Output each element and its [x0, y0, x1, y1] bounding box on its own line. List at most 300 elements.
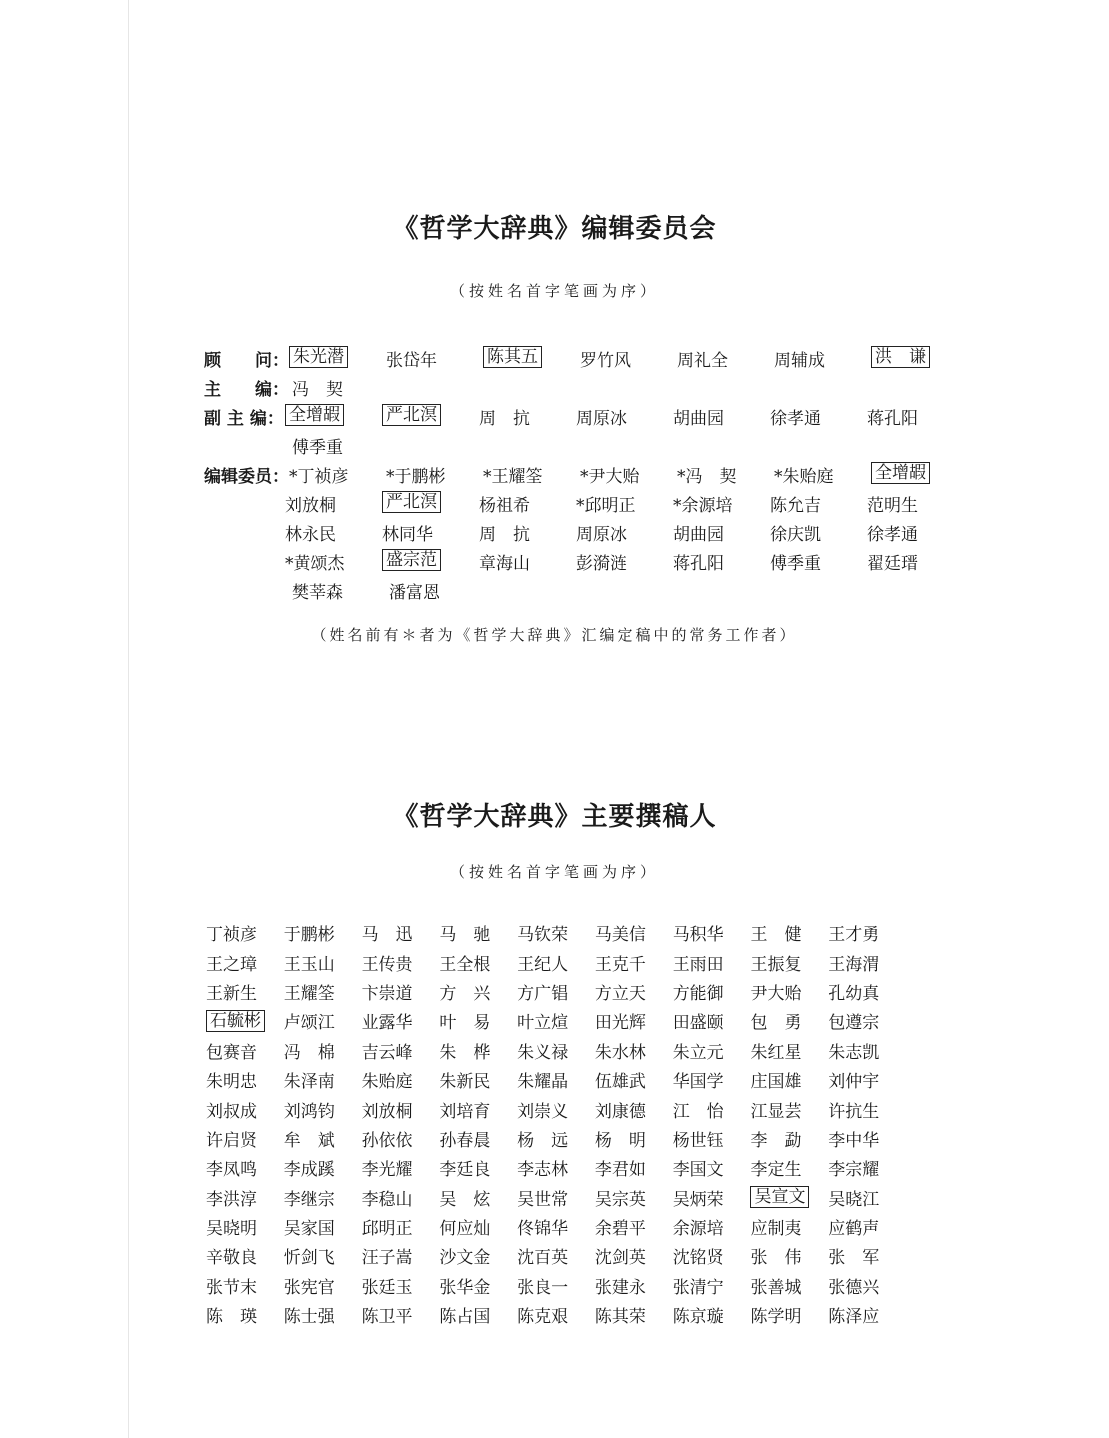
name	[673, 1273, 751, 1298]
name-text: 李志林	[517, 1160, 569, 1181]
name-text: 朱 桦	[439, 1042, 491, 1063]
name	[517, 950, 595, 975]
contributor-row	[206, 918, 906, 947]
name-text: 田盛颐	[672, 1013, 724, 1034]
name	[828, 1243, 906, 1268]
name	[389, 578, 486, 603]
name	[284, 1155, 362, 1180]
name	[750, 950, 828, 975]
name	[439, 1097, 517, 1122]
name-text: 严北溟	[382, 491, 441, 513]
name	[750, 1273, 828, 1298]
board-order-note: （按姓名首字笔画为序）	[449, 282, 659, 300]
name	[595, 1302, 673, 1327]
name-text: 沈剑英	[594, 1248, 646, 1269]
name-text: 王才勇	[828, 925, 880, 946]
name-text: 应鹤声	[828, 1219, 880, 1240]
name	[750, 979, 828, 1004]
name-text: 吉云峰	[361, 1042, 413, 1063]
name	[673, 950, 751, 975]
name-text: 张建永	[594, 1277, 646, 1298]
name-text: 全增嘏	[285, 404, 344, 426]
name-text: 刘鸿钧	[283, 1101, 335, 1122]
name	[595, 1038, 673, 1063]
name-text: 华国学	[672, 1072, 724, 1093]
name	[750, 1008, 828, 1033]
contributors-order-note: （按姓名首字笔画为序）	[449, 863, 659, 881]
name	[750, 1038, 828, 1063]
name	[595, 1273, 673, 1298]
name	[284, 1097, 362, 1122]
name	[595, 950, 673, 975]
name-text: 王玉山	[283, 954, 335, 975]
name-text: 吴晓江	[828, 1189, 880, 1210]
name-text: 陈 瑛	[206, 1307, 257, 1328]
board-row	[204, 489, 964, 518]
name-text: 傅季重	[292, 438, 343, 458]
name-text: 全增嘏	[871, 462, 930, 484]
name	[673, 1185, 751, 1210]
name-text: 傅季重	[770, 554, 821, 574]
editorial-board-list	[204, 344, 964, 605]
name	[677, 462, 774, 487]
name-text: 李继宗	[283, 1189, 335, 1210]
name-text: 李中华	[828, 1130, 880, 1151]
name-text: 刘康德	[594, 1101, 646, 1122]
board-names	[285, 520, 964, 545]
name-text: 庄国雄	[750, 1072, 802, 1093]
name-text: 陈士强	[283, 1307, 335, 1328]
name-text: 孙春晨	[439, 1130, 491, 1151]
board-row	[204, 576, 964, 605]
name	[828, 1067, 906, 1092]
name	[285, 491, 382, 516]
name	[595, 1155, 673, 1180]
name-text: 樊莘森	[292, 583, 343, 603]
name-text: 彭漪涟	[576, 554, 627, 574]
name-text: 许启贤	[206, 1130, 257, 1151]
name	[284, 1067, 362, 1092]
name-text: 胡曲园	[673, 409, 724, 429]
name	[382, 520, 479, 545]
name	[206, 1185, 284, 1210]
name	[828, 979, 906, 1004]
name	[284, 950, 362, 975]
name	[284, 1243, 362, 1268]
name	[517, 1097, 595, 1122]
name-text: 范明生	[867, 496, 918, 516]
name	[828, 1214, 906, 1239]
name	[284, 1273, 362, 1298]
name-text: 王全根	[439, 954, 491, 975]
name	[580, 346, 677, 371]
name-text: 李光耀	[361, 1160, 413, 1181]
contributor-row	[206, 1006, 906, 1035]
name-text: 李君如	[594, 1160, 646, 1181]
name-text: 伍雄武	[594, 1072, 646, 1093]
name	[206, 1302, 284, 1327]
name	[595, 1126, 673, 1151]
name-text: 卞崇道	[361, 983, 413, 1004]
name-text: 刘叔成	[206, 1101, 257, 1122]
name-text: 陈其五	[483, 346, 542, 368]
name-text: 朱立元	[672, 1042, 724, 1063]
name-text: 陈允吉	[770, 496, 821, 516]
name-text: 马 驰	[439, 925, 491, 946]
name	[206, 1155, 284, 1180]
name-text: 方广锠	[517, 983, 569, 1004]
name	[479, 549, 576, 574]
name	[206, 1038, 284, 1063]
contributor-row	[206, 1212, 906, 1241]
name-text: *王耀筌	[483, 467, 543, 487]
name	[284, 979, 362, 1004]
name	[595, 979, 673, 1004]
name	[362, 1097, 440, 1122]
name-text: 王雨田	[672, 954, 724, 975]
name-text: 邱明正	[361, 1219, 413, 1240]
name-text: 王传贵	[361, 954, 413, 975]
name	[673, 520, 770, 545]
name	[517, 1243, 595, 1268]
name	[439, 1155, 517, 1180]
name-text: 冯 棉	[283, 1042, 335, 1063]
name-text: 王 健	[750, 925, 802, 946]
name-text: 刘仲宇	[828, 1072, 880, 1093]
name	[828, 1008, 906, 1033]
name	[362, 1067, 440, 1092]
name	[206, 920, 284, 945]
name-text: 李廷良	[439, 1160, 491, 1181]
contributors-list	[206, 918, 906, 1329]
name	[284, 1038, 362, 1063]
name-text: 吴炳荣	[672, 1189, 724, 1210]
name-text: 余源培	[672, 1219, 724, 1240]
name-text: 周 抗	[479, 409, 530, 429]
name-text: 杨 明	[594, 1130, 646, 1151]
name-text: *黄颂杰	[285, 554, 345, 574]
boxed-name	[285, 404, 382, 429]
name-text: 朱义禄	[517, 1042, 569, 1063]
name-text: 沙文金	[439, 1248, 491, 1269]
name-text: 陈其荣	[594, 1307, 646, 1328]
name	[774, 462, 871, 487]
name	[439, 1126, 517, 1151]
name	[362, 979, 440, 1004]
contributor-row	[206, 1036, 906, 1065]
name	[284, 1214, 362, 1239]
name	[362, 1185, 440, 1210]
name-text: 朱明忠	[206, 1072, 257, 1093]
name-text: *朱贻庭	[774, 467, 834, 487]
name	[750, 920, 828, 945]
boxed-name	[750, 1186, 828, 1208]
name-text: 张德兴	[828, 1277, 880, 1298]
contributors-title: 《哲学大辞典》主要撰稿人	[392, 802, 717, 832]
board-row	[204, 547, 964, 576]
name-text: 业露华	[361, 1013, 413, 1034]
contributor-row	[206, 1094, 906, 1123]
name-text: *于鹏彬	[386, 467, 446, 487]
name	[750, 1302, 828, 1327]
name-text: *余源培	[673, 496, 733, 516]
board-names	[289, 346, 968, 371]
name-text: 王耀筌	[283, 983, 335, 1004]
name	[386, 462, 483, 487]
name	[206, 950, 284, 975]
name	[673, 1038, 751, 1063]
name-text: 佟锦华	[517, 1219, 569, 1240]
name-text: 杨祖希	[479, 496, 530, 516]
name-text: 冯 契	[292, 380, 343, 400]
name	[828, 1302, 906, 1327]
contributor-row	[206, 1300, 906, 1329]
board-row	[204, 518, 964, 547]
name-text: 徐孝通	[867, 525, 918, 545]
name	[517, 1155, 595, 1180]
boxed-name	[206, 1010, 284, 1032]
name	[439, 1185, 517, 1210]
name-text: 李定生	[750, 1160, 802, 1181]
name-text: 朱贻庭	[361, 1072, 413, 1093]
board-role-label: 主 编：	[204, 380, 289, 400]
name-text: 包 勇	[750, 1013, 802, 1034]
name	[292, 578, 389, 603]
name	[750, 1067, 828, 1092]
name	[362, 1038, 440, 1063]
name-text: 王纪人	[517, 954, 569, 975]
name-text: 石毓彬	[206, 1010, 265, 1032]
name	[595, 1097, 673, 1122]
name	[673, 1097, 751, 1122]
name	[439, 950, 517, 975]
name-text: 吴宗英	[594, 1189, 646, 1210]
name	[439, 920, 517, 945]
name	[867, 520, 964, 545]
name-text: 张 伟	[750, 1248, 802, 1269]
name	[285, 520, 382, 545]
name-text: 王振复	[750, 954, 802, 975]
name-text: 张善城	[750, 1277, 802, 1298]
name	[673, 1126, 751, 1151]
boxed-name	[871, 346, 968, 371]
name-text: 尹大贻	[750, 983, 802, 1004]
name	[362, 1302, 440, 1327]
name-text: 吴家国	[283, 1219, 335, 1240]
name-text: 蒋孔阳	[867, 409, 918, 429]
name	[517, 1273, 595, 1298]
contributor-row	[206, 977, 906, 1006]
name	[284, 1302, 362, 1327]
name	[595, 1185, 673, 1210]
name-text: 陈泽应	[828, 1307, 880, 1328]
name	[828, 1126, 906, 1151]
name-text: 林同华	[382, 525, 433, 545]
name-text: 林永民	[285, 525, 336, 545]
name-text: *冯 契	[677, 467, 737, 487]
name	[576, 549, 673, 574]
name-text: 洪 谦	[871, 346, 930, 368]
name-text: 刘放桐	[361, 1101, 413, 1122]
board-footnote: （姓名前有＊者为《哲学大辞典》汇编定稿中的常务工作者）	[311, 626, 798, 644]
name-text: 辛敬良	[206, 1248, 257, 1269]
name-text: 盛宗范	[382, 549, 441, 571]
name	[673, 1155, 751, 1180]
name	[673, 1008, 751, 1033]
name	[479, 520, 576, 545]
name-text: *邱明正	[576, 496, 636, 516]
name-text: 刘放桐	[285, 496, 336, 516]
board-row	[204, 373, 964, 402]
name	[595, 1214, 673, 1239]
name-text: 李国文	[672, 1160, 724, 1181]
boxed-name	[382, 549, 479, 574]
name-text: 陈学明	[750, 1307, 802, 1328]
name	[362, 1214, 440, 1239]
name	[750, 1126, 828, 1151]
name	[673, 1214, 751, 1239]
name-text: 朱志凯	[828, 1042, 880, 1063]
name-text: 杨 远	[517, 1130, 569, 1151]
name	[206, 1097, 284, 1122]
name-text: 吴世常	[517, 1189, 569, 1210]
name	[867, 549, 964, 574]
name-text: 包赛音	[206, 1042, 257, 1063]
name	[483, 462, 580, 487]
name-text: 张 军	[828, 1248, 880, 1269]
name-text: 翟廷瑨	[867, 554, 918, 574]
name-text: 包遵宗	[828, 1013, 880, 1034]
name	[517, 1185, 595, 1210]
board-names	[285, 404, 964, 429]
name	[576, 520, 673, 545]
contributor-row	[206, 1153, 906, 1182]
board-role-label: 编辑委员：	[204, 467, 289, 487]
name-text: 陈占国	[439, 1307, 491, 1328]
boxed-name	[382, 491, 479, 516]
board-names	[292, 433, 389, 458]
name	[595, 920, 673, 945]
name-text: 田光辉	[594, 1013, 646, 1034]
name	[206, 1243, 284, 1268]
name	[362, 950, 440, 975]
name	[828, 1097, 906, 1122]
name	[750, 1243, 828, 1268]
name	[284, 1185, 362, 1210]
name-text: 许抗生	[828, 1101, 880, 1122]
name-text: 沈百英	[517, 1248, 569, 1269]
name	[362, 1126, 440, 1151]
name	[517, 1038, 595, 1063]
name-text: 潘富恩	[389, 583, 440, 603]
name-text: 张岱年	[386, 351, 437, 371]
name	[517, 920, 595, 945]
name-text: 周 抗	[479, 525, 530, 545]
name-text: 沈铭贤	[672, 1248, 724, 1269]
name-text: 方能御	[672, 983, 724, 1004]
name	[439, 1008, 517, 1033]
name-text: 胡曲园	[673, 525, 724, 545]
name-text: 张清宁	[672, 1277, 724, 1298]
name-text: 周原冰	[576, 525, 627, 545]
name	[770, 404, 867, 429]
board-role-label: 顾 问：	[204, 351, 289, 371]
name-text: 马美信	[594, 925, 646, 946]
name	[673, 404, 770, 429]
name-text: 丁祯彦	[206, 925, 257, 946]
name-text: 马钦荣	[517, 925, 569, 946]
contributor-row	[206, 1183, 906, 1212]
name	[576, 491, 673, 516]
name	[284, 1008, 362, 1033]
name-text: 张良一	[517, 1277, 569, 1298]
name-text: 周礼全	[677, 351, 728, 371]
name	[673, 491, 770, 516]
name	[770, 549, 867, 574]
name	[750, 1214, 828, 1239]
name-text: *尹大贻	[580, 467, 640, 487]
name-text: 忻剑飞	[283, 1248, 335, 1269]
name	[284, 920, 362, 945]
name	[517, 1008, 595, 1033]
name	[479, 491, 576, 516]
name-text: 吴宣文	[750, 1186, 809, 1208]
board-row	[204, 431, 964, 460]
boxed-name	[871, 462, 968, 487]
name	[677, 346, 774, 371]
name	[517, 1126, 595, 1151]
name	[673, 1243, 751, 1268]
name	[595, 1067, 673, 1092]
name	[517, 979, 595, 1004]
contributor-row	[206, 1271, 906, 1300]
name-text: 李 勐	[750, 1130, 802, 1151]
name-text: 张廷玉	[361, 1277, 413, 1298]
name-text: 孔幼真	[828, 983, 880, 1004]
name-text: 江 怡	[672, 1101, 724, 1122]
name-text: 李成蹊	[283, 1160, 335, 1181]
name	[285, 549, 382, 574]
name-text: 吴 炫	[439, 1189, 491, 1210]
name-text: 严北溟	[382, 404, 441, 426]
name	[750, 1097, 828, 1122]
name	[770, 491, 867, 516]
board-names	[289, 462, 968, 487]
name-text: 徐庆凯	[770, 525, 821, 545]
name-text: 李宗耀	[828, 1160, 880, 1181]
name-text: 朱新民	[439, 1072, 491, 1093]
boxed-name	[382, 404, 479, 429]
name-text: 张节末	[206, 1277, 257, 1298]
name-text: 朱光潜	[289, 346, 348, 368]
contributor-row	[206, 1065, 906, 1094]
name-text: 方立天	[594, 983, 646, 1004]
name	[828, 920, 906, 945]
name	[580, 462, 677, 487]
board-names	[292, 578, 486, 603]
name	[292, 375, 389, 400]
name	[774, 346, 871, 371]
name	[284, 1126, 362, 1151]
name-text: 陈京璇	[672, 1307, 724, 1328]
name-text: 朱水林	[594, 1042, 646, 1063]
name	[362, 1273, 440, 1298]
name-text: 叶 易	[439, 1013, 491, 1034]
name-text: 应制夷	[750, 1219, 802, 1240]
name	[673, 979, 751, 1004]
name	[439, 1067, 517, 1092]
name	[828, 950, 906, 975]
